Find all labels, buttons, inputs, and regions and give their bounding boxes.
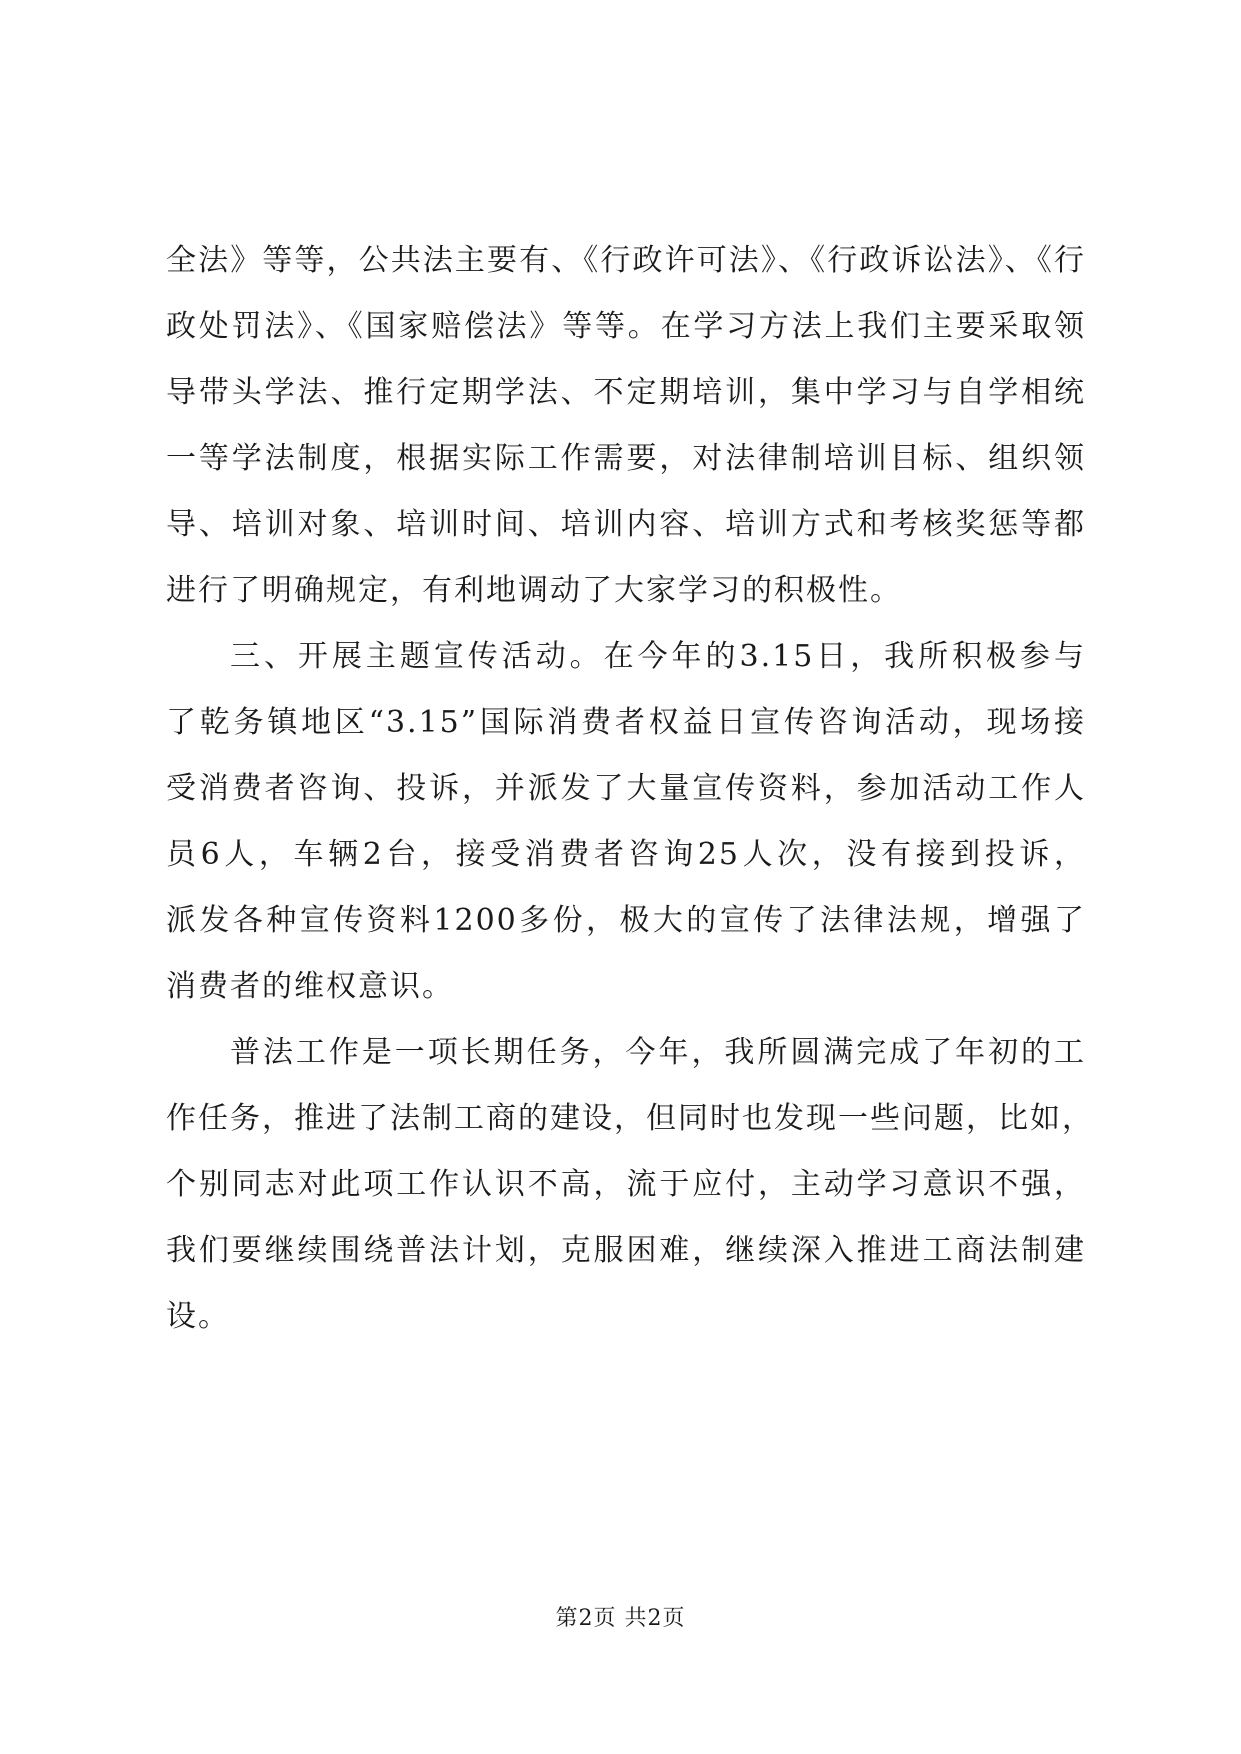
text-line: 全法》等等，公共法主要有、《行政许可法》、《行政诉讼法》、《行 — [166, 243, 1086, 278]
text-line: 一等学法制度，根据实际工作需要，对法律制培训目标、组织领 — [166, 441, 1086, 476]
text-line: 进行了明确规定，有利地调动了大家学习的积极性。 — [166, 573, 902, 608]
paragraph — [166, 1020, 1094, 1350]
text-line: 作任务，推进了法制工商的建设，但同时也发现一些问题，比如， — [166, 1101, 1094, 1136]
text-line: 派发各种宣传资料1200多份，极大的宣传了法律法规，增强了 — [166, 903, 1086, 938]
text-line: 消费者的维权意识。 — [166, 969, 454, 1004]
text-line: 三、开展主题宣传活动。在今年的3.15日，我所积极参与 — [230, 639, 1086, 674]
paragraph — [166, 624, 1086, 1020]
text-line: 了乾务镇地区“3.15”国际消费者权益日宣传咨询活动，现场接 — [166, 705, 1086, 740]
text-line: 受消费者咨询、投诉，并派发了大量宣传资料，参加活动工作人 — [166, 771, 1086, 806]
text-line: 政处罚法》、《国家赔偿法》等等。在学习方法上我们主要采取领 — [166, 309, 1086, 344]
text-line: 设。 — [166, 1299, 230, 1334]
page-number: 第2页 共2页 — [555, 1606, 686, 1631]
text-line: 员6人，车辆2台，接受消费者咨询25人次，没有接到投诉， — [166, 837, 1086, 872]
text-line: 个别同志对此项工作认识不高，流于应付，主动学习意识不强， — [166, 1167, 1086, 1202]
text-line: 导带头学法、推行定期学法、不定期培训，集中学习与自学相统 — [166, 375, 1086, 410]
text-line: 普法工作是一项长期任务，今年，我所圆满完成了年初的工 — [230, 1035, 1086, 1070]
document-body — [166, 228, 1094, 1350]
text-line: 导、培训对象、培训时间、培训内容、培训方式和考核奖惩等都 — [166, 507, 1086, 542]
text-line: 我们要继续围绕普法计划，克服困难，继续深入推进工商法制建 — [166, 1233, 1086, 1268]
paragraph — [166, 228, 1086, 624]
